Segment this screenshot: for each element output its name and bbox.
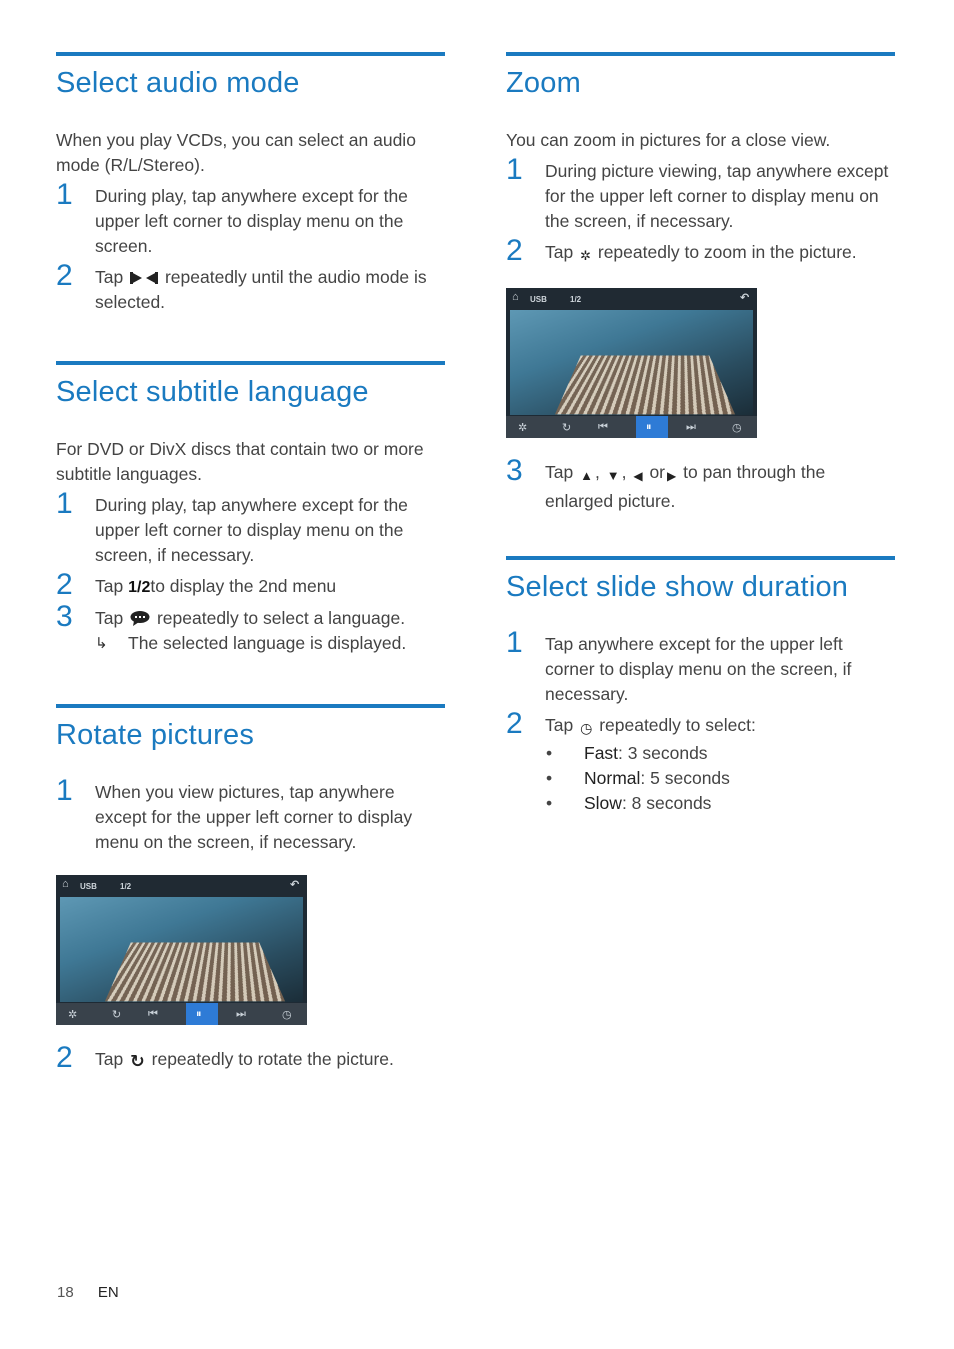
- step-2: [56, 1041, 445, 1074]
- step-2: [506, 707, 895, 741]
- option-value: : 8 seconds: [621, 793, 712, 813]
- result-arrow-icon: ↳: [95, 635, 108, 652]
- section-subtitle-language: [56, 361, 445, 656]
- step-text: Tap: [95, 608, 124, 628]
- section-rule: [506, 556, 895, 560]
- arrow-down-icon: ▼: [606, 468, 620, 483]
- step-text: Tap: [95, 1049, 124, 1069]
- step-1: [56, 178, 445, 259]
- page-footer: [57, 1284, 119, 1301]
- step-number: 3: [56, 600, 73, 633]
- step-number: 2: [56, 259, 73, 292]
- step-text: repeatedly to rotate the picture.: [151, 1049, 394, 1069]
- zoom-icon: ✲: [580, 248, 591, 263]
- option-name: Slow: [584, 793, 622, 813]
- play-pause-highlight: [186, 1003, 218, 1025]
- picture-preview: [60, 897, 303, 1002]
- rotate-screenshot: [56, 875, 307, 1025]
- step-text: During play, tap anywhere except for the upper left corner to display menu on the screen.: [95, 186, 408, 256]
- step-2: [56, 568, 445, 601]
- step-text: repeatedly to select a language.: [156, 608, 406, 628]
- section-title: Zoom: [506, 67, 581, 99]
- step-text: Tap: [95, 267, 124, 287]
- play-pause-highlight: [636, 416, 668, 438]
- step-text: to display the 2nd menu: [150, 576, 337, 596]
- section-rule: [56, 52, 445, 56]
- zoom-icon: ✲: [68, 1009, 78, 1021]
- section-rule: [506, 52, 895, 56]
- back-icon: ↶: [290, 879, 300, 891]
- step-number: 1: [506, 153, 523, 186]
- option-name: Normal: [584, 768, 641, 788]
- left-column: [56, 52, 445, 1074]
- menu-page-icon: 1/2: [128, 579, 151, 596]
- picture-preview: [510, 310, 753, 415]
- result-line: [56, 631, 445, 656]
- step-text: Tap anywhere except for the upper left corner to display menu on the screen, if necessary.: [545, 634, 852, 704]
- step-number: 1: [506, 626, 523, 659]
- step-text: During picture viewing, tap anywhere except for the upper left corner to display menu on the screen, if necessary.: [545, 161, 889, 231]
- section-title: Select audio mode: [56, 67, 300, 99]
- screenshot-bottom-bar: [56, 1003, 307, 1025]
- source-label: USB: [530, 295, 547, 304]
- step-number: 1: [56, 487, 73, 520]
- step-text: repeatedly to zoom in the picture.: [597, 242, 857, 262]
- step-number: 2: [506, 234, 523, 267]
- step-text: or: [649, 462, 666, 482]
- step-text: Tap: [545, 242, 574, 262]
- step-2: [56, 259, 445, 315]
- step-text: to pan through the enlarged picture.: [545, 462, 826, 511]
- bullet-icon: •: [546, 768, 553, 788]
- source-label: USB: [80, 882, 97, 891]
- option-slow: [506, 791, 895, 816]
- arrow-up-icon: ▲: [580, 468, 593, 483]
- rotate-icon: ↻: [562, 422, 572, 434]
- step-number: 2: [506, 707, 523, 740]
- clock-icon: ◷: [282, 1009, 292, 1021]
- step-1: [506, 626, 895, 707]
- home-icon: ⌂: [62, 878, 69, 890]
- bullet-icon: •: [546, 793, 553, 813]
- step-text: During play, tap anywhere except for the upper left corner to display menu on the screen, if necessary.: [95, 495, 408, 565]
- home-icon: ⌂: [512, 291, 519, 303]
- section-rule: [56, 361, 445, 365]
- next-icon: ⏭: [686, 421, 696, 433]
- step-number: 1: [56, 178, 73, 211]
- screenshot-bottom-bar: [506, 416, 757, 438]
- clock-icon: ◷: [732, 422, 742, 434]
- pause-icon: ⏸: [196, 1008, 202, 1020]
- step-number: 1: [56, 774, 73, 807]
- step-3: [506, 454, 895, 514]
- step-2: [506, 234, 895, 268]
- zoom-icon: ✲: [518, 422, 528, 434]
- arrow-right-icon: ▶: [667, 469, 677, 483]
- rotate-icon: ↻: [130, 1051, 145, 1071]
- option-value: : 5 seconds: [640, 768, 730, 788]
- section-title: Select subtitle language: [56, 376, 369, 408]
- step-3: [56, 600, 445, 633]
- clock-icon: ◷: [580, 720, 593, 736]
- rotate-icon: ↻: [112, 1009, 122, 1021]
- section-title: Rotate pictures: [56, 719, 255, 751]
- bullet-icon: •: [546, 743, 553, 763]
- option-value: : 3 seconds: [618, 743, 708, 763]
- page-label: 1/2: [120, 882, 132, 891]
- section-rule: [56, 704, 445, 708]
- section-rotate-pictures: [56, 704, 445, 1074]
- result-text: The selected language is displayed.: [128, 633, 407, 653]
- step-1: [56, 774, 445, 855]
- step-number: 2: [56, 568, 73, 601]
- step-1: [506, 153, 895, 234]
- section-intro: For DVD or DivX discs that contain two or more subtitle languages.: [56, 439, 424, 484]
- step-text: ,: [621, 462, 627, 482]
- page-number: 18: [57, 1284, 74, 1301]
- step-text: repeatedly until the audio mode is selected.: [95, 267, 427, 312]
- option-fast: [506, 741, 895, 766]
- option-name: Fast: [584, 743, 619, 763]
- option-normal: [506, 766, 895, 791]
- step-text: ,: [594, 462, 600, 482]
- next-icon: ⏭: [236, 1008, 246, 1020]
- subtitle-icon: [130, 611, 150, 626]
- language-code: EN: [97, 1284, 119, 1301]
- section-intro: You can zoom in pictures for a close view.: [506, 130, 831, 150]
- step-number: 2: [56, 1041, 73, 1074]
- step-text: Tap: [545, 462, 574, 482]
- arrow-left-icon: ◀: [633, 469, 643, 483]
- audio-mode-icon: [130, 271, 158, 285]
- step-1: [56, 487, 445, 568]
- step-number: 3: [506, 454, 523, 487]
- section-title: Select slide show duration: [506, 571, 849, 603]
- back-icon: ↶: [740, 292, 750, 304]
- previous-icon: ⏮: [148, 1008, 158, 1020]
- section-zoom: [506, 52, 895, 514]
- section-intro: When you play VCDs, you can select an audio mode (R/L/Stereo).: [56, 130, 416, 175]
- step-text: Tap: [545, 715, 574, 735]
- page-label: 1/2: [570, 295, 582, 304]
- right-column: [506, 52, 895, 816]
- section-slideshow-duration: [506, 556, 895, 816]
- step-text: Tap: [95, 576, 124, 596]
- step-text: When you view pictures, tap anywhere except for the upper left corner to display menu on the screen, if necessary.: [95, 782, 413, 852]
- zoom-screenshot: [506, 288, 757, 438]
- previous-icon: ⏮: [598, 421, 608, 433]
- pause-icon: ⏸: [646, 421, 652, 433]
- section-audio-mode: [56, 52, 445, 315]
- step-text: repeatedly to select:: [599, 715, 756, 735]
